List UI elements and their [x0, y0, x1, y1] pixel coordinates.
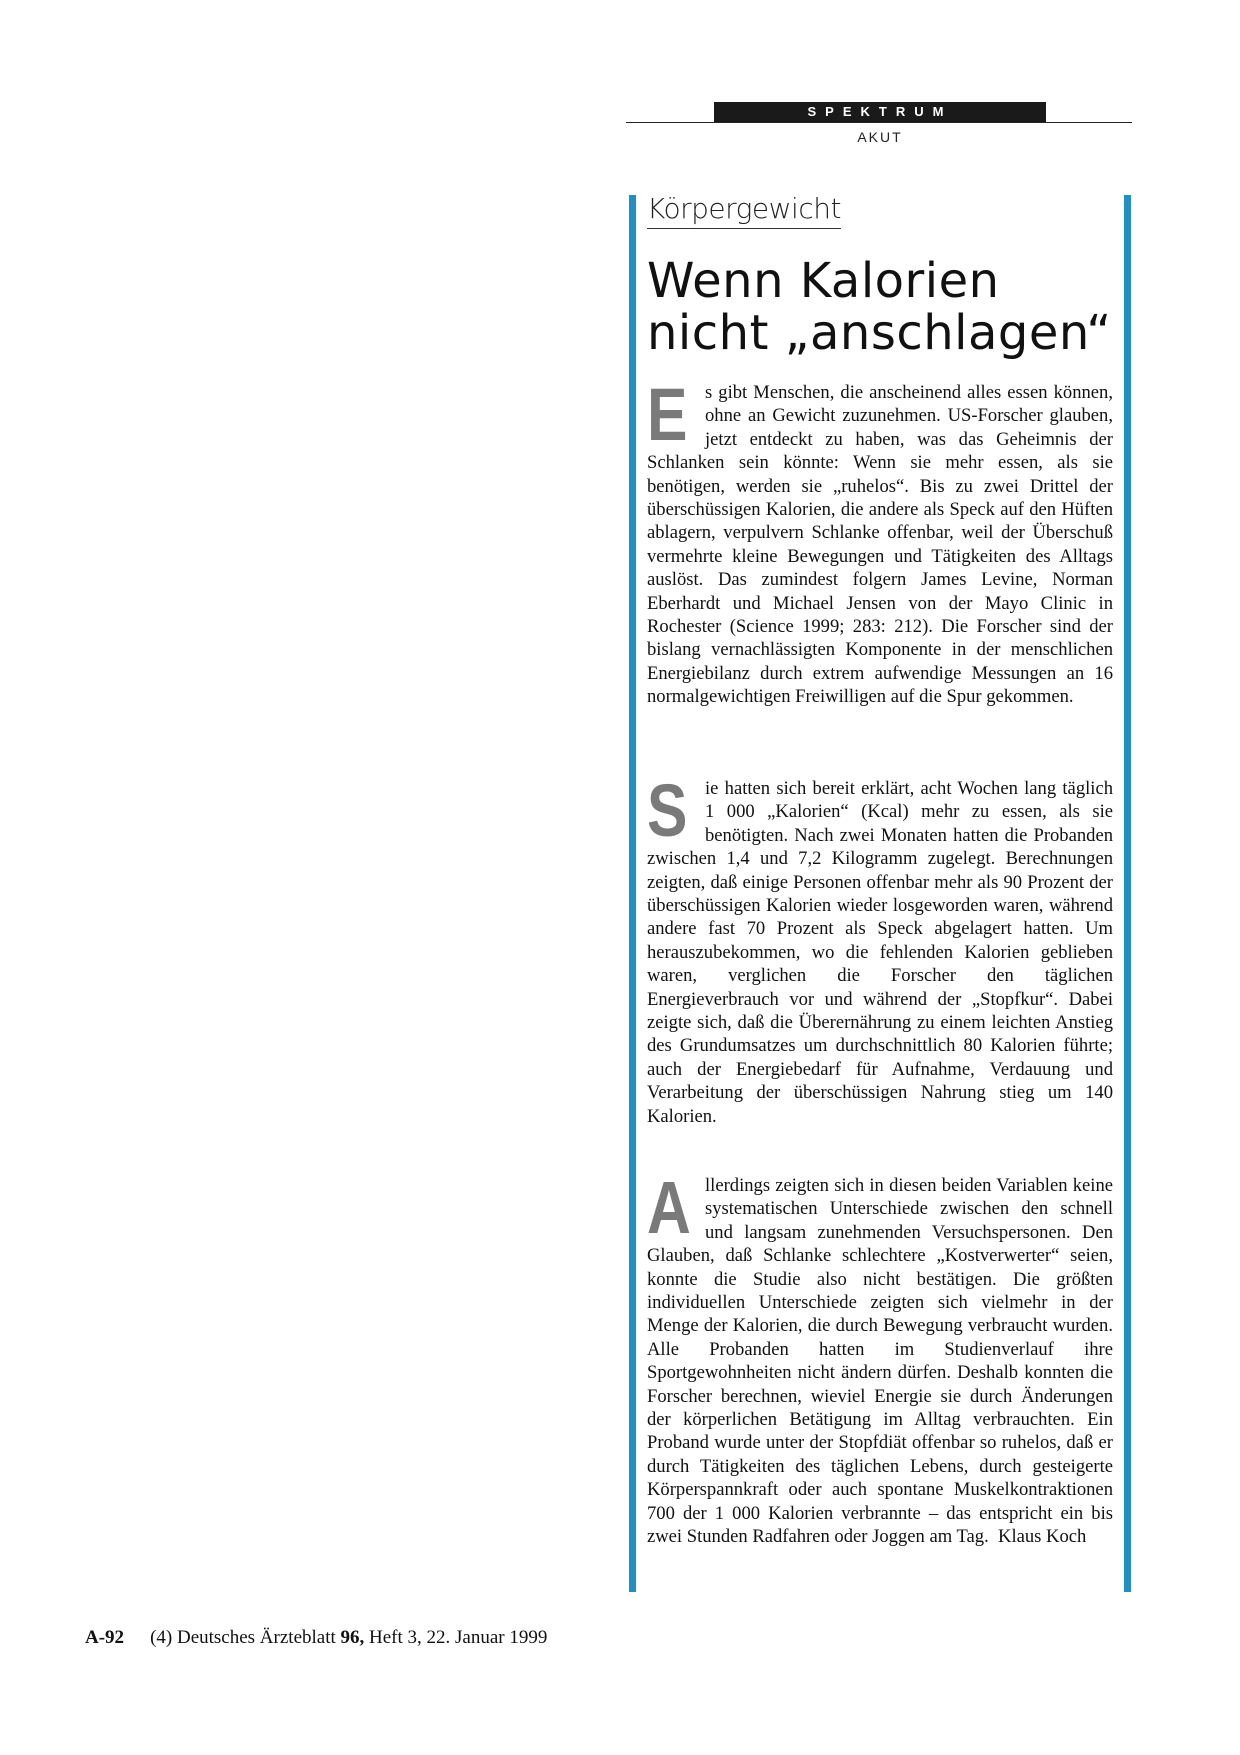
- volume-number: 96,: [340, 1627, 365, 1648]
- header-rule: [626, 122, 1132, 123]
- paragraph-text: s gibt Menschen, die anscheinend alles essen können, ohne an Gewicht zuzunehmen. US-Forscher glauben, jetzt entdeckt zu haben, was das Geheimnis der Schlanken sein könnte: Wenn sie mehr essen, als sie benötigen, werden sie „ruhelos“. Bis zu zwei Drittel der überschüssigen Kalorien, die andere als Speck auf den Hüften ablagern, verpulvern Schlanke offenbar, weil der Überschuß vermehrte kleine Bewegungen und Tätigkeiten des Alltags auslöst. Das zumindest folgern James Levine, Norman Eberhardt und Michael Jensen von der Mayo Clinic in Rochester (Science 1999; 283: 212). Die Forscher sind der bislang vernachlässigten Komponente in der menschlichen Energiebilanz durch extrem aufwendige Messungen an 16 normalgewichtigen Freiwilligen auf die Spur gekommen.: [647, 382, 1113, 708]
- article-paragraph-1: [647, 373, 1113, 709]
- article-paragraph-3: [647, 1166, 1113, 1549]
- paragraph-text: ie hatten sich bereit erklärt, acht Wochen lang täglich 1 000 „Kalorien“ (Kcal) mehr zu essen, als sie benötigten. Nach zwei Monaten hatten die Probanden zwischen 1,4 und 7,2 Kilogramm zugelegt. Berechnungen zeigten, daß einige Personen offenbar mehr als 90 Prozent der überschüssigen Kalorien wieder losgeworden waren, während andere fast 70 Prozent als Speck abgelagert hatten. Um herauszubekommen, wo die fehlenden Kalorien geblieben waren, verglichen die Forscher den täglichen Energieverbrauch vor und während der „Stopfkur“. Dabei zeigte sich, daß die Überernährung zu einem leichten Anstieg des Grundumsatzes um durchschnittlich 80 Kalorien führte; auch der Energiebedarf für Aufnahme, Verdauung und Verarbeitung der überschüssigen Nahrung stieg um 140 Kalorien.: [647, 778, 1113, 1127]
- issue-prefix: (4) Deutsches Ärzteblatt: [150, 1627, 341, 1648]
- page-footer: [85, 1627, 547, 1649]
- paragraph-text: llerdings zeigten sich in diesen beiden Variablen keine systematischen Unterschiede zwischen den schnell und langsam zunehmenden Versuchspersonen. Den Glauben, daß Schlanke schlechtere „Kostverwerter“ seien, konnte die Studie also nicht bestätigen. Die größten individuellen Unterschiede zeigten sich vielmehr in der Menge der Kalorien, die durch Bewegung verbraucht wurden. Alle Probanden hatten im Studienverlauf ihre Sportgewohnheiten nicht ändern dürfen. Deshalb konnten die Forscher berechnen, wieviel Energie sie durch Änderungen der körperlichen Betätigung im Alltag verbrauchten. Ein Proband wurde unter der Stopfdiät offenbar so ruhelos, daß er durch Tätigkeiten des täglichen Lebens, durch gesteigerte Körperspannkraft oder auch spontane Muskelkontraktionen 700 der 1 000 Kalorien verbrannte – das entspricht ein bis zwei Stunden Radfahren oder Joggen am Tag.: [647, 1175, 1113, 1548]
- issue-suffix: Heft 3, 22. Januar 1999: [364, 1627, 548, 1648]
- dropcap: A: [647, 1166, 691, 1249]
- section-banner: SPEKTRUM: [714, 102, 1046, 122]
- dropcap: E: [647, 373, 688, 456]
- accent-bar-left: [629, 195, 636, 1592]
- article-headline: [647, 255, 1117, 359]
- article-paragraph-2: [647, 769, 1113, 1128]
- section-subtitle: AKUT: [857, 129, 903, 145]
- page-number: A-92: [85, 1627, 125, 1648]
- accent-bar-right: [1124, 195, 1131, 1592]
- headline-line-2: nicht „anschlagen“: [647, 305, 1112, 361]
- dropcap: S: [647, 769, 688, 852]
- headline-line-1: Wenn Kalorien: [647, 253, 1000, 309]
- article-kicker: Körpergewicht: [647, 192, 841, 229]
- author-name: Klaus Koch: [998, 1526, 1087, 1548]
